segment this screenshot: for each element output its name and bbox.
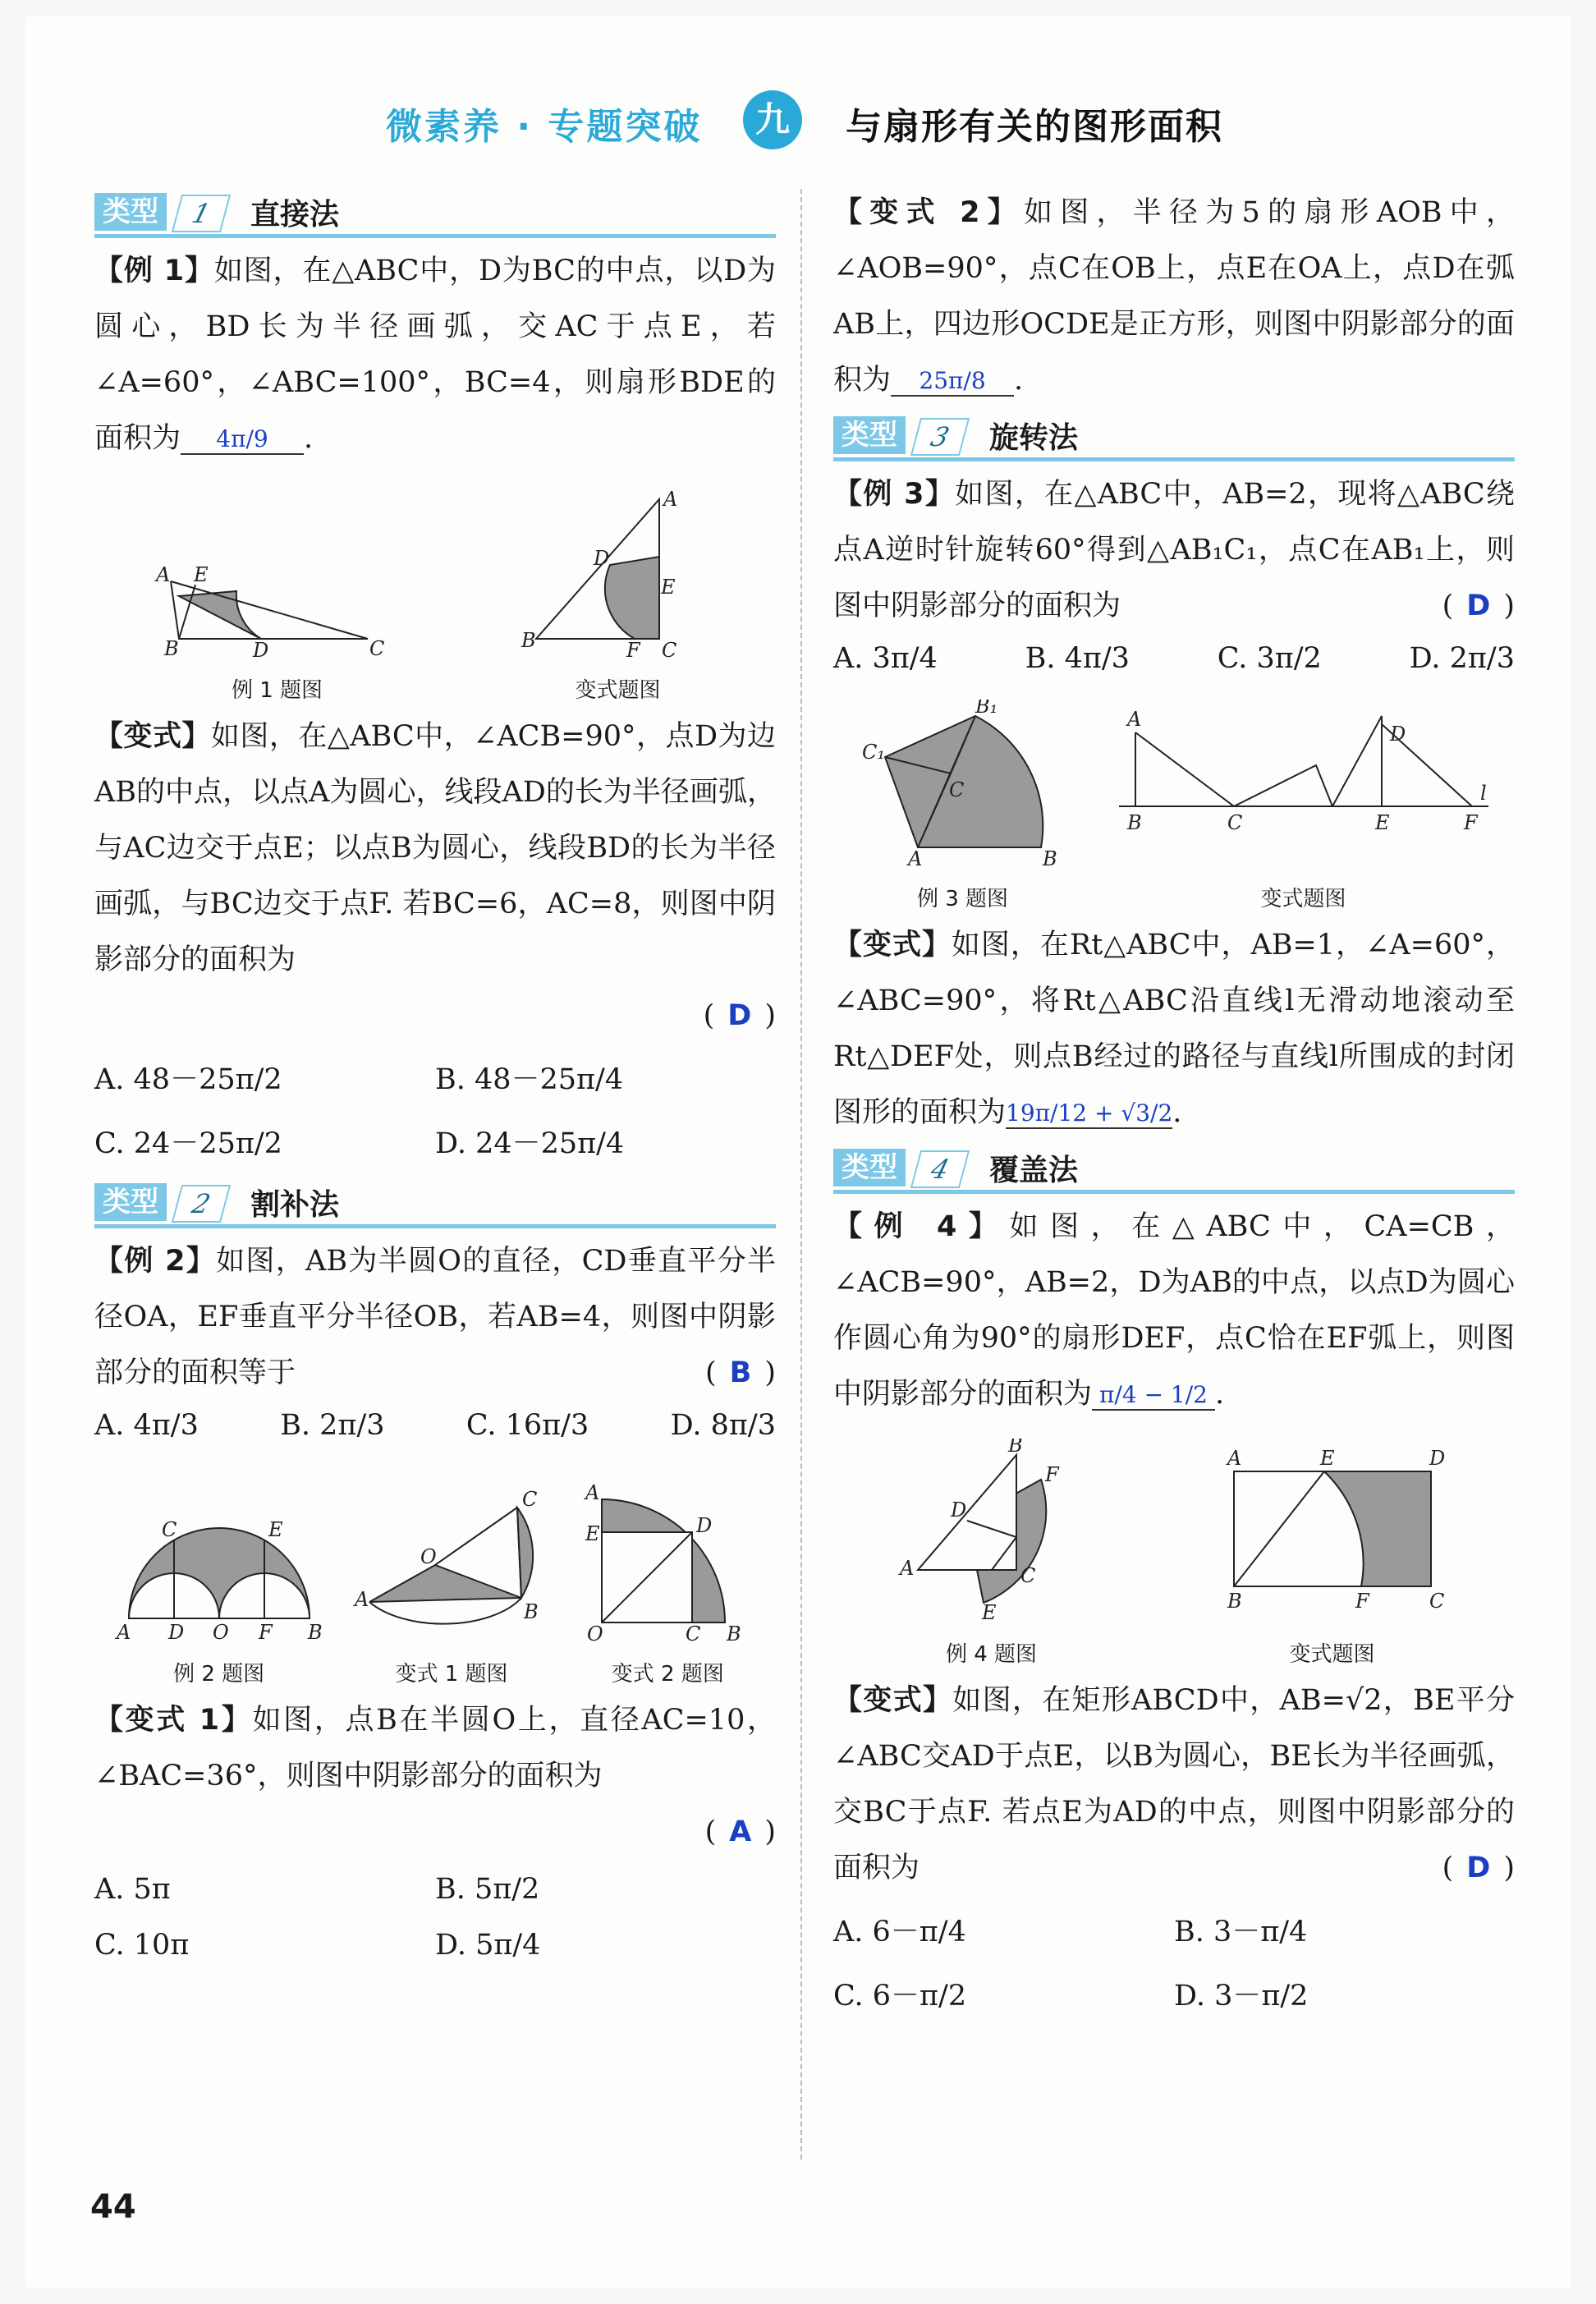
svg-text:E: E	[981, 1601, 997, 1624]
svg-text:C: C	[661, 639, 676, 662]
answer-choice: A	[729, 1815, 752, 1848]
figure-caption: 变式 1 题图	[395, 1662, 508, 1687]
option-a: A. 48－25π/2	[94, 1063, 282, 1096]
variant-label: 【变式 1】	[94, 1704, 253, 1737]
variant-2-2	[833, 185, 1515, 408]
option-d: D. 24－25π/4	[435, 1127, 625, 1160]
type-number: 1	[172, 195, 231, 232]
period: .	[1215, 1378, 1225, 1411]
option-d: D. 8π/3	[670, 1409, 776, 1442]
figure-variant-4	[1201, 1439, 1464, 1668]
svg-text:B: B	[1227, 1590, 1242, 1613]
page-number: 44	[90, 2188, 136, 2226]
svg-text:F: F	[258, 1621, 273, 1644]
option-b: B. 3－π/4	[1174, 1916, 1308, 1948]
answer-choice: D	[1466, 1852, 1491, 1884]
svg-text:C: C	[369, 637, 384, 660]
semicircle-diagram	[104, 1483, 334, 1647]
rotation-diagram	[852, 700, 1074, 872]
type-2-bar	[94, 1177, 776, 1228]
figure-caption: 变式题图	[1260, 887, 1346, 911]
svg-text:D: D	[950, 1499, 966, 1521]
column-divider	[800, 189, 802, 2159]
svg-text:E: E	[1319, 1447, 1335, 1470]
example-label: 【例 1】	[94, 255, 214, 287]
header-badge: 九	[743, 90, 802, 149]
svg-text:E: E	[585, 1522, 600, 1545]
svg-text:C: C	[686, 1622, 701, 1645]
figure-caption: 例 1 题图	[231, 678, 323, 703]
answer-choice: B	[729, 1356, 752, 1389]
figure-row-3	[833, 700, 1515, 912]
example-text: 如图，在△ABC中，AB=2，现将△ABC绕点A逆时针旋转60°得到△AB₁C₁，点C在AB₁上，则图中阴影部分的面积为	[833, 478, 1515, 622]
svg-text:B: B	[521, 629, 536, 652]
type-tag: 类型	[833, 1149, 906, 1186]
svg-text:C: C	[161, 1518, 177, 1541]
svg-text:A: A	[354, 1588, 369, 1611]
options-variant-4	[833, 1896, 1515, 2027]
figure-variant-1	[511, 483, 725, 704]
svg-text:C: C	[948, 778, 964, 801]
period: .	[1014, 364, 1024, 397]
svg-text:B₁: B₁	[975, 700, 998, 718]
answer-blank: 4π/9	[181, 425, 304, 455]
figure-caption: 例 4 题图	[945, 1642, 1038, 1667]
option-a: A. 4π/3	[94, 1409, 199, 1442]
answer-paren: ( A )	[704, 1815, 776, 1848]
figure-caption: 变式题图	[1289, 1642, 1375, 1667]
triangle-sector-diagram	[146, 499, 409, 663]
type-number: 4	[910, 1150, 970, 1188]
svg-text:A: A	[1227, 1447, 1241, 1470]
options-example-2	[94, 1401, 776, 1450]
option-b: B. 4π/3	[1025, 642, 1130, 675]
svg-text:E: E	[193, 563, 209, 586]
svg-text:D: D	[167, 1621, 184, 1644]
svg-text:l: l	[1479, 782, 1487, 805]
figure-row-4	[833, 1439, 1515, 1668]
semicircle-triangle-diagram	[353, 1483, 550, 1647]
svg-text:A: A	[155, 563, 170, 586]
example-text: 如图，AB为半圆O的直径，CD垂直平分半径OA，EF垂直平分半径OB，若AB=4，则图中阴影部分的面积等于	[94, 1245, 776, 1389]
type-number: 3	[910, 418, 970, 456]
figure-variant-3	[1111, 700, 1497, 912]
variant-text: 如图，在矩形ABCD中，AB=√2，BE平分∠ABC交AD于点E，以B为圆心，BE长为半径画弧，交BC于点F. 若点E为AD的中点，则图中阴影部分的面积为	[833, 1684, 1515, 1884]
option-b: B. 48－25π/4	[435, 1063, 624, 1096]
figure-example-3	[852, 700, 1074, 912]
example-3	[833, 466, 1515, 634]
svg-text:D: D	[252, 639, 268, 662]
answer-choice: D	[1466, 590, 1491, 622]
svg-text:B: B	[1126, 811, 1142, 834]
options-variant-1	[94, 1044, 776, 1175]
option-a: A. 5π	[94, 1873, 171, 1906]
variant-text: 如图，点B在半圆O上，直径AC=10，∠BAC=36°，则图中阴影部分的面积为	[94, 1704, 776, 1792]
svg-text:C: C	[1020, 1564, 1035, 1587]
example-2	[94, 1233, 776, 1401]
type-title: 割补法	[250, 1188, 340, 1222]
options-example-3	[833, 634, 1515, 683]
example-label: 【例 3】	[833, 478, 956, 511]
rolling-triangle-diagram	[1111, 700, 1497, 872]
rectangle-arc-diagram	[1201, 1439, 1464, 1627]
type-4-bar	[833, 1142, 1515, 1194]
example-label: 【例 2】	[94, 1245, 217, 1278]
svg-text:D: D	[1389, 723, 1406, 746]
svg-text:D: D	[696, 1514, 713, 1537]
period: .	[304, 422, 314, 455]
svg-text:B: B	[727, 1622, 741, 1645]
type-tag: 类型	[94, 1183, 167, 1221]
type-tag: 类型	[833, 416, 906, 454]
example-1	[94, 243, 776, 466]
figure-example-4	[885, 1439, 1098, 1668]
variant-text: 如图，在Rt△ABC中，AB=1，∠A=60°，∠ABC=90°，将Rt△ABC沿直线l无滑动地滚动至Rt△DEF处，则点B经过的路径与直线l所围成的封闭图形的面积为	[833, 929, 1515, 1129]
options-variant-2-1	[94, 1860, 776, 1975]
svg-text:E: E	[1374, 811, 1390, 834]
figure-caption: 例 2 题图	[173, 1662, 265, 1687]
figure-example-1	[146, 499, 409, 704]
answer-choice: D	[727, 999, 752, 1032]
variant-text: 如图，半径为5的扇形AOB中，∠AOB=90°，点C在OB上，点E在OA上，点D在弧AB上，四边形OCDE是正方形，则图中阴影部分的面积为	[833, 196, 1515, 397]
option-b: B. 2π/3	[280, 1409, 385, 1442]
variant-1	[94, 709, 776, 988]
svg-text:B: B	[1042, 847, 1057, 870]
type-1-bar	[94, 186, 776, 238]
svg-text:A: A	[663, 488, 677, 511]
svg-text:B: B	[163, 637, 179, 660]
variant-2-1	[94, 1692, 776, 1804]
figure-caption: 变式 2 题图	[611, 1662, 724, 1687]
example-text: 如图，在△ABC中，D为BC的中点，以D为圆心，BD长为半径画弧，交AC于点E，若∠A=60°，∠ABC=100°，BC=4，则扇形BDE的面积为	[94, 255, 776, 455]
header-series: 微素养 · 专题突破	[386, 106, 703, 148]
answer-paren: ( D )	[1442, 590, 1515, 622]
type-number: 2	[172, 1185, 231, 1223]
svg-text:A: A	[1126, 708, 1141, 731]
answer-paren: ( D )	[703, 999, 776, 1032]
figure-row-2	[94, 1466, 776, 1687]
variant-label: 【变式 2】	[833, 196, 1025, 229]
svg-text:D: D	[593, 547, 609, 570]
option-a: A. 3π/4	[833, 642, 938, 675]
type-title: 直接法	[250, 198, 340, 232]
svg-text:C: C	[1227, 811, 1242, 834]
section-header	[0, 82, 1596, 172]
variant-label: 【变式】	[94, 720, 211, 753]
option-d: D. 3－π/2	[1174, 1980, 1309, 2013]
svg-text:A: A	[585, 1481, 600, 1504]
type-tag: 类型	[94, 193, 167, 231]
header-title: 与扇形有关的图形面积	[846, 106, 1223, 148]
option-c: C. 16π/3	[466, 1409, 589, 1442]
svg-text:O: O	[587, 1622, 603, 1645]
figure-variant-2-1	[353, 1483, 550, 1687]
type-title: 覆盖法	[989, 1154, 1079, 1187]
svg-text:A: A	[116, 1621, 131, 1644]
svg-text:O: O	[420, 1545, 437, 1568]
isosceles-sector-diagram	[885, 1439, 1098, 1627]
quarter-circle-square-diagram	[569, 1466, 766, 1647]
svg-text:A: A	[899, 1557, 914, 1580]
answer-blank: π/4 − 1/2	[1092, 1381, 1215, 1411]
answer-line	[94, 1804, 776, 1860]
answer-blank: 19π/12 + √3/2	[1006, 1099, 1172, 1129]
svg-text:A: A	[907, 847, 922, 870]
example-label: 【例 4】	[833, 1210, 1010, 1243]
svg-text:C: C	[521, 1488, 538, 1511]
svg-text:O: O	[212, 1621, 229, 1644]
option-c: C. 10π	[94, 1929, 190, 1962]
svg-text:F: F	[1044, 1463, 1059, 1486]
svg-text:B: B	[523, 1600, 539, 1623]
figure-row-1	[94, 483, 776, 704]
svg-text:B: B	[1007, 1439, 1023, 1457]
answer-line	[94, 988, 776, 1044]
option-c: C. 6－π/2	[833, 1980, 967, 2013]
svg-text:F: F	[626, 639, 640, 662]
type-3-bar	[833, 410, 1515, 461]
svg-text:F: F	[1355, 1590, 1369, 1613]
variant-label: 【变式】	[833, 929, 952, 962]
figure-caption: 例 3 题图	[916, 887, 1009, 911]
right-column	[833, 185, 1515, 2027]
variant-3	[833, 917, 1515, 1141]
option-b: B. 5π/2	[435, 1873, 540, 1906]
figure-example-2	[104, 1483, 334, 1687]
type-title: 旋转法	[989, 421, 1079, 455]
svg-text:F: F	[1463, 811, 1478, 834]
option-a: A. 6－π/4	[833, 1916, 966, 1948]
variant-label: 【变式】	[833, 1684, 953, 1717]
option-c: C. 24－25π/2	[94, 1127, 282, 1160]
period: .	[1172, 1096, 1182, 1129]
answer-blank: 25π/8	[891, 367, 1014, 397]
right-triangle-arcs-diagram	[511, 483, 725, 663]
left-column	[94, 185, 776, 1975]
example-text: 如图，在△ABC中，CA=CB，∠ACB=90°，AB=2，D为AB的中点，以点D为圆心作圆心角为90°的扇形DEF，点C恰在EF弧上，则图中阴影部分的面积为	[833, 1210, 1515, 1411]
svg-text:E: E	[660, 576, 676, 599]
variant-text: 如图，在△ABC中，∠ACB=90°，点D为边AB的中点，以点A为圆心，线段AD的长为半径画弧，与AC边交于点E；以点B为圆心，线段BD的长为半径画弧，与BC边交于点F. 若BC=6，AC=8，则图中阴影部分的面积为	[94, 720, 776, 976]
svg-text:D: D	[1429, 1447, 1445, 1470]
figure-caption: 变式题图	[575, 678, 661, 703]
example-4	[833, 1199, 1515, 1422]
option-d: D. 5π/4	[435, 1929, 541, 1962]
answer-paren: ( D )	[1442, 1852, 1515, 1884]
variant-4	[833, 1673, 1515, 1896]
option-d: D. 2π/3	[1409, 642, 1515, 675]
svg-text:C: C	[1429, 1590, 1444, 1613]
option-c: C. 3π/2	[1217, 642, 1322, 675]
figure-variant-2-2	[569, 1466, 766, 1687]
svg-text:E: E	[268, 1518, 283, 1541]
answer-paren: ( B )	[705, 1356, 776, 1389]
svg-text:B: B	[307, 1621, 323, 1644]
svg-text:C₁: C₁	[861, 741, 885, 764]
